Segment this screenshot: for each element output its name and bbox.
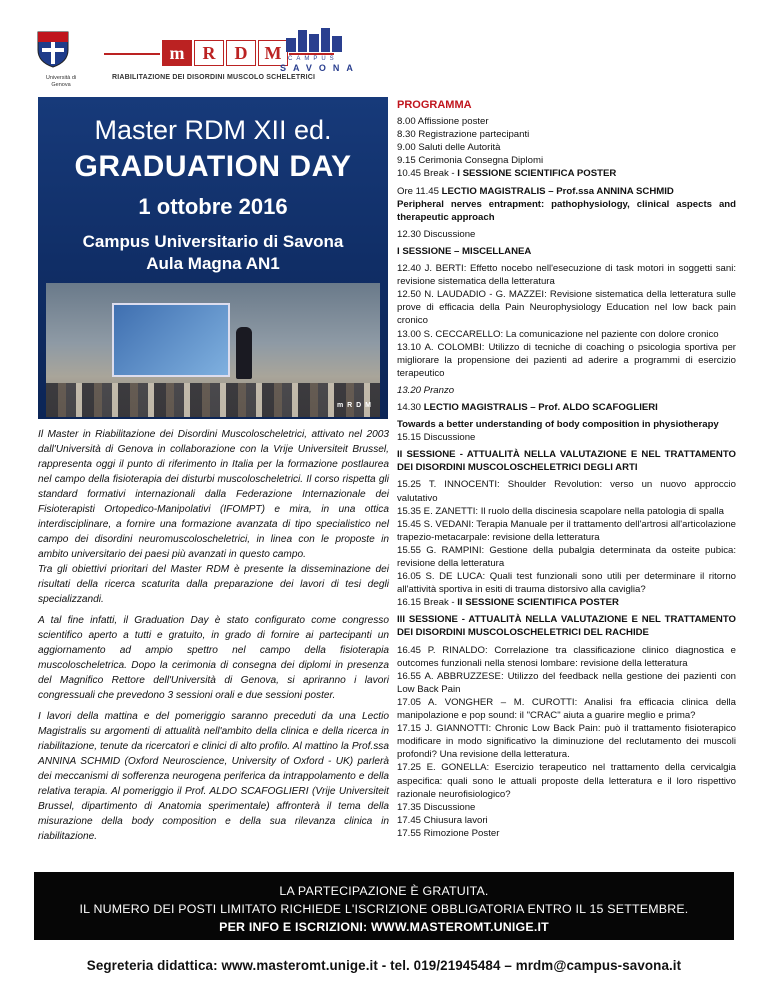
discussion-1: 12.30 Discussione (397, 228, 476, 240)
event-campus: Campus Universitario di Savona (82, 232, 344, 251)
talk-item: 16.55 A. ABBRUZZESE: Utilizzo del feedback nella gestione dei pazienti con Low Back Pain (397, 670, 736, 695)
talk-item: 15.45 S. VEDANI: Terapia Manuale per il trattamento dell'artrosi all'articolazione trapezio-metacarpale: revisione della letteratura (397, 518, 736, 543)
unige-logo (36, 28, 86, 94)
event-date: 1 ottobre 2016 (138, 194, 288, 219)
talk-item: 17.15 J. GIANNOTTI: Chronic Low Back Pain: può il trattamento fisioterapico modificare in modo significativo la diminuzione del reclutamento dei muscoli profondi? Una revisione della letteratura. (397, 723, 736, 761)
discussion-2: 15.15 Discussione (397, 432, 476, 444)
lectio-1-time: Ore 11.45 (397, 185, 442, 197)
intro-text (38, 427, 389, 850)
photo-logo: m R D M (337, 402, 372, 409)
talk-item: 12.50 N. LAUDADIO - G. MAZZEI: Revisione sistematica della letteratura sulle prove di efficacia della Pain Neurophysiology Education nel low back pain cronico (397, 289, 736, 327)
event-room: Aula Magna AN1 (146, 254, 280, 273)
event-place (38, 231, 388, 275)
mrdm-subtitle: RIABILITAZIONE DEI DISORDINI MUSCOLO SCHELETRICI (112, 74, 316, 81)
lectio-2-time: 14.30 (397, 401, 424, 413)
intro-p2: A tal fine infatti, il Graduation Day è stato configurato come congresso scientifico aperto a tutti e gratuito, in grado di fornire ai partecipanti un aggiornamento ad ampio spettro nel campo della fisioterapia muscoloscheletrica. Dopo la cerimonia di consegna dei diplomi in presenza del Magnifico Rettore dell'Università di Genova, si apriranno i lavori congressuali che prevedono 3 sessioni orali e due sessioni poster. (38, 615, 389, 701)
morning-schedule (397, 115, 736, 180)
schedule-item: 9.15 Cerimonia Consegna Diplomi (397, 155, 544, 167)
lunch: 13.20 Pranzo (397, 384, 455, 396)
schedule-item: 8.30 Registrazione partecipanti (397, 129, 530, 141)
break-1-label: I SESSIONE SCIENTIFICA POSTER (457, 168, 617, 180)
projection-screen (112, 303, 230, 377)
header-logos (34, 24, 734, 94)
talk-item: 17.25 E. GONELLA: Esercizio terapeutico nel trattamento della cervicalgia aspecifica: quali sono le attuali proposte della letteratura e il loro rispettivo razionale neurofisiologico? (397, 762, 736, 800)
info-link[interactable]: PER INFO E ISCRIZIONI: WWW.MASTEROMT.UNIGE.IT (219, 920, 549, 934)
talk-item: 15.55 G. RAMPINI: Gestione della pubalgia determinata da osteite pubica: revisione della letteratura (397, 544, 736, 569)
free-participation: LA PARTECIPAZIONE È GRATUITA. (279, 884, 489, 898)
unige-caption: Università di Genova (45, 75, 77, 88)
hero-panel (38, 97, 388, 419)
session-3-title: III SESSIONE - ATTUALITÀ NELLA VALUTAZIONE E NEL TRATTAMENTO DEI DISORDINI MUSCOLOSCHELETRICI DEL RACHIDE (397, 614, 736, 639)
schedule-item: 8.00 Affissione poster (397, 116, 489, 128)
break-2 (397, 596, 736, 609)
talk-item: 13.00 S. CECCARELLO: La comunicazione nel paziente con dolore cronico (397, 328, 719, 340)
mrdm-letter-m: m (162, 40, 192, 66)
mrdm-letter-r: R (194, 40, 224, 66)
session-3-items (397, 644, 736, 840)
intro-p1-a: Il Master in Riabilitazione dei Disordini Muscoloscheletrici, attivato nel 2003 dall'Università di Genova in collaborazione con la Vrije Universiteit Brussel, rappresenta oggi il punto di riferimento in Italia per la formazione postlaurea nel campo della fisioterapia dei disturbi muscoloscheletrici. Il corso rispetta gli standard formativi internazionali dalla Federazione Internazionale dei Fisioterapisti Ortopedico-Manipolativi (IFOMPT) e mira, in una ottica interdisciplinare, a fornire una formazione avanzata di tipo specialistico nel campo dei disordini neuromuscoloscheletrici, in linea con le proposte in ambito universitario dei paesi più avanzati in questo campo. (38, 429, 389, 560)
lectio-1 (397, 185, 736, 224)
talk-item: 16.05 S. DE LUCA: Quali test funzionali sono utili per determinare il ritorno all'attività sportiva in esiti di trauma distorsivo alla caviglia? (397, 571, 736, 596)
break-2-label: II SESSIONE SCIENTIFICA POSTER (457, 597, 619, 609)
program-heading: PROGRAMMA (397, 99, 472, 111)
intro-p1-b: Tra gli obiettivi prioritari del Master RDM è presente la disseminazione dei risultati della ricerca scaturita dalla preparazione dei lavori di tesi degli specializzandi. (38, 564, 389, 605)
schedule-item: 17.45 Chiusura lavori (397, 814, 488, 826)
break-1-time: 10.45 Break - (397, 168, 458, 180)
graduation-day-title: GRADUATION DAY (74, 150, 352, 183)
campus-savona-logo (280, 28, 370, 90)
talk-item: 15.35 E. ZANETTI: Il ruolo della discinesia scapolare nella patologia di spalla (397, 505, 724, 517)
break-1 (397, 167, 736, 180)
registration-banner (34, 872, 734, 940)
break-2-time: 16.15 Break - (397, 597, 458, 609)
lectio-2 (397, 401, 736, 414)
schedule-item: 17.55 Rimozione Poster (397, 827, 500, 839)
conference-photo (46, 283, 380, 417)
session-1-title: I SESSIONE – MISCELLANEA (397, 245, 532, 257)
session-2-items (397, 478, 736, 609)
schedule-item: 17.35 Discussione (397, 801, 476, 813)
lectio-1-title: Peripheral nerves entrapment: pathophysiology, clinical aspects and therapeutic approach (397, 198, 736, 223)
unige-crest-icon (36, 28, 70, 68)
registration-deadline: IL NUMERO DEI POSTI LIMITATO RICHIEDE L'ISCRIZIONE OBBLIGATORIA ENTRO IL 15 SETTEMBRE. (79, 902, 689, 916)
mrdm-letter-m2: M (258, 40, 288, 66)
talk-item: 15.25 T. INNOCENTI: Shoulder Revolution: verso un nuovo approccio valutativo (397, 479, 736, 504)
talk-item: 16.45 P. RINALDO: Correlazione tra classificazione clinico diagnostica e outcomes funzionali nella stenosi lombare: revisione della letteratura (397, 644, 736, 669)
intro-p3: I lavori della mattina e del pomeriggio saranno preceduti da una Lectio Magistralis su argomenti di attualità nell'ambito della clinica e della ricerca in riabilitazione, tenute da ricercatori e clinici di alto profilo. Al mattino la Prof.ssa ANNINA SCHMID (Oxford Neuroscience, University of Oxford - UK) parlerà dei meccanismi di sofferenza neurogena periferica da intrappolamento e della relativa terapia. Al pomeriggio il Prof. ALDO SCAFOGLIERI (Vrije Universiteit Brussel, dipartimento di Anatomia sperimentale) affronterà il tema della misurazione della body composition e della sua rilevanza clinica in riabilitazione. (38, 711, 389, 842)
lectio-2-label: LECTIO MAGISTRALIS – Prof. ALDO SCAFOGLIERI (423, 401, 658, 413)
hero-title: Master RDM XII ed. (94, 115, 332, 145)
intro-p1 (38, 427, 389, 607)
savona-mark-icon (286, 28, 342, 52)
lectio-2-title: Towards a better understanding of body composition in physiotherapy (397, 419, 719, 431)
lectio-2-block (397, 418, 736, 444)
lectio-1-label: LECTIO MAGISTRALIS – Prof.ssa ANNINA SCHMID (441, 185, 674, 197)
session-1-items (397, 262, 736, 380)
talk-item: 12.40 J. BERTI: Effetto nocebo nell'esecuzione di task motori in soggetti sani: revisione sistematica della letteratura (397, 263, 736, 288)
savona-big-text: SAVONA (280, 63, 360, 73)
mrdm-letters (162, 40, 290, 66)
schedule-item: 9.00 Saluti delle Autorità (397, 142, 501, 154)
mrdm-line-left (104, 53, 160, 55)
talk-item: 17.05 A. VONGHER – M. CUROTTI: Analisi fra efficacia clinica della manipolazione e pop sound: il "CRAC" aiuta a guarire meglio e prima? (397, 696, 736, 722)
speaker-figure (236, 327, 252, 379)
session-2-title: II SESSIONE - ATTUALITÀ NELLA VALUTAZIONE E NEL TRATTAMENTO DEI DISORDINI MUSCOLOSCHELETRICI DEGLI ARTI (397, 449, 736, 474)
secretariat-contact[interactable]: Segreteria didattica: www.masteromt.unige.it - tel. 019/21945484 – mrdm@campus-savona.it (86, 958, 682, 973)
audience (46, 383, 380, 417)
program (397, 99, 736, 844)
mrdm-letter-d: D (226, 40, 256, 66)
talk-item: 13.10 A. COLOMBI: Utilizzo di tecniche di coaching o psicologia sportiva per migliorare la propensione dei pazienti ad aderire a programmi di esercizio terapeutico (397, 341, 736, 379)
savona-small-text: CAMPUS (288, 56, 338, 62)
